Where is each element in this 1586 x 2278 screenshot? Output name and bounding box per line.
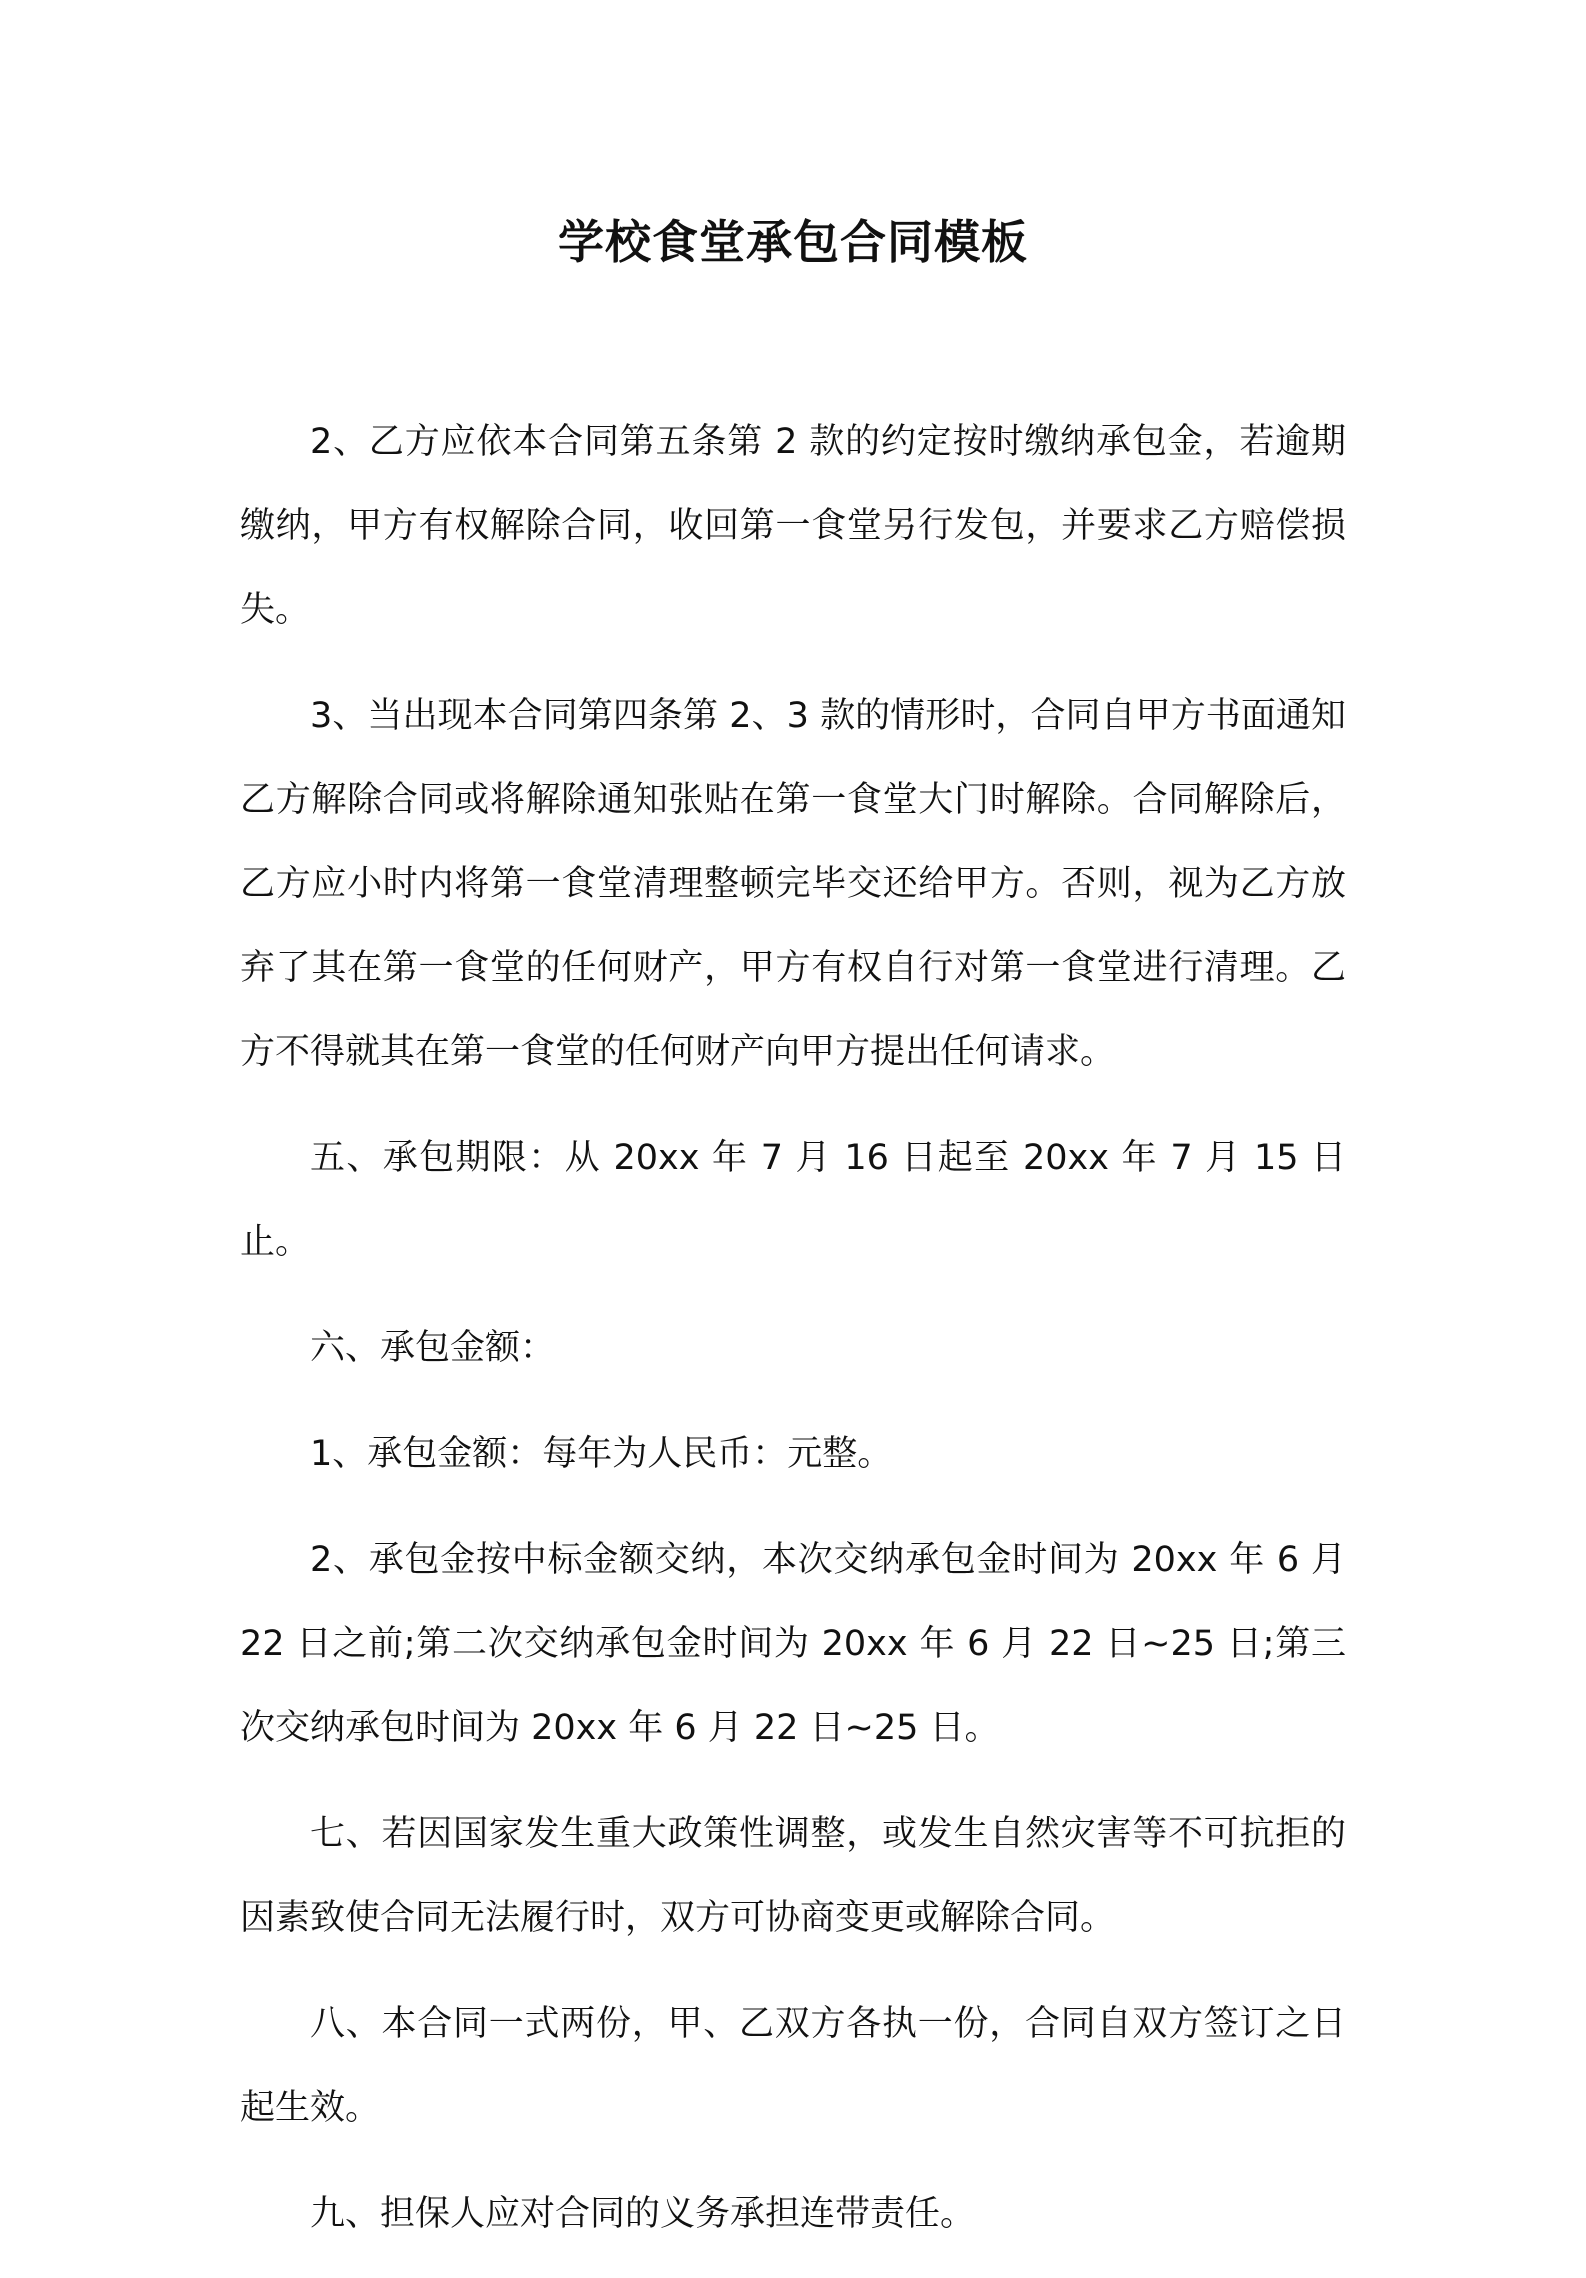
paragraph-section-8-copies: 八、本合同一式两份，甲、乙双方各执一份，合同自双方签订之日起生效。 <box>240 2004 1346 2128</box>
document-title: 学校食堂承包合同模板 <box>558 215 1028 269</box>
paragraph-section-7-force-majeure: 七、若因国家发生重大政策性调整，或发生自然灾害等不可抗拒的因素致使合同无法履行时，双方可协商变更或解除合同。 <box>240 1814 1346 1938</box>
paragraph-section-9-guarantor: 九、担保人应对合同的义务承担连带责任。 <box>310 2194 976 2234</box>
paragraph-section-6-heading: 六、承包金额： <box>310 1328 556 1368</box>
paragraph-section-6-item-2: 2、承包金按中标金额交纳，本次交纳承包金时间为 20xx 年 6 月 22 日之前;第二次交纳承包金时间为 20xx 年 6 月 22 日~25 日;第三次交纳承包时间为 20xx 年 6 月 22 日~25 日。 <box>240 1540 1346 1748</box>
document-body <box>240 400 1346 2278</box>
paragraph-section-5-term: 五、承包期限：从 20xx 年 7 月 16 日起至 20xx 年 7 月 15 日止。 <box>240 1138 1346 1262</box>
paragraph-clause-2-late-payment: 2、乙方应依本合同第五条第 2 款的约定按时缴纳承包金，若逾期缴纳，甲方有权解除合同，收回第一食堂另行发包，并要求乙方赔偿损失。 <box>240 422 1346 630</box>
paragraph-section-6-item-1: 1、承包金额：每年为人民币：元整。 <box>310 1434 893 1474</box>
paragraph-clause-3-termination: 3、当出现本合同第四条第 2、3 款的情形时，合同自甲方书面通知乙方解除合同或将解除通知张贴在第一食堂大门时解除。合同解除后，乙方应小时内将第一食堂清理整顿完毕交还给甲方。否则，视为乙方放弃了其在第一食堂的任何财产，甲方有权自行对第一食堂进行清理。乙方不得就其在第一食堂的任何财产向甲方提出任何请求。 <box>240 696 1346 1072</box>
